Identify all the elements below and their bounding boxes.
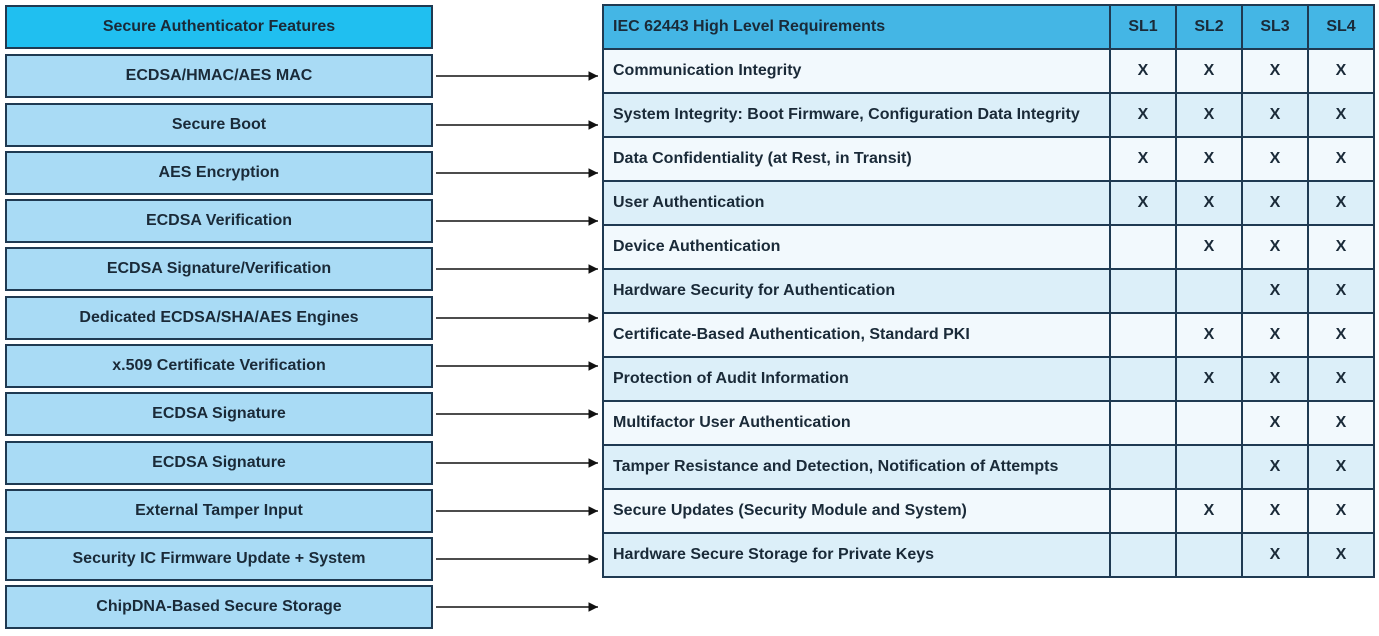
sl-mark: X — [1308, 313, 1374, 357]
requirements-table — [602, 4, 1375, 578]
sl2-header: SL2 — [1176, 5, 1242, 49]
requirement-label: Certificate-Based Authentication, Standard PKI — [603, 313, 1110, 357]
features-header: Secure Authenticator Features — [5, 5, 433, 49]
feature-box: ECDSA Signature — [5, 441, 433, 485]
sl-mark: X — [1176, 357, 1242, 401]
sl-mark: X — [1110, 181, 1176, 225]
sl-mark: X — [1242, 445, 1308, 489]
requirement-label: Data Confidentiality (at Rest, in Transit) — [603, 137, 1110, 181]
sl-mark: X — [1308, 445, 1374, 489]
sl-mark: X — [1308, 93, 1374, 137]
sl-mark: X — [1176, 137, 1242, 181]
feature-box: ECDSA Signature/Verification — [5, 247, 433, 291]
table-row — [603, 313, 1374, 357]
requirement-label: User Authentication — [603, 181, 1110, 225]
sl-mark: X — [1176, 489, 1242, 533]
sl-mark — [1176, 533, 1242, 577]
sl-mark: X — [1308, 225, 1374, 269]
sl-mark: X — [1308, 181, 1374, 225]
sl-mark: X — [1242, 225, 1308, 269]
requirement-label: Hardware Secure Storage for Private Keys — [603, 533, 1110, 577]
sl-mark: X — [1110, 137, 1176, 181]
table-row — [603, 489, 1374, 533]
sl-mark — [1110, 401, 1176, 445]
sl-mark: X — [1242, 401, 1308, 445]
sl-mark: X — [1110, 49, 1176, 93]
feature-box: External Tamper Input — [5, 489, 433, 533]
sl-mark: X — [1242, 357, 1308, 401]
requirement-label: Multifactor User Authentication — [603, 401, 1110, 445]
table-header-row — [603, 5, 1374, 49]
table-row — [603, 49, 1374, 93]
sl-mark: X — [1308, 357, 1374, 401]
sl-mark — [1110, 269, 1176, 313]
feature-box: x.509 Certificate Verification — [5, 344, 433, 388]
sl-mark: X — [1242, 93, 1308, 137]
sl-mark — [1110, 357, 1176, 401]
sl-mark: X — [1242, 313, 1308, 357]
sl-mark: X — [1176, 49, 1242, 93]
table-row — [603, 269, 1374, 313]
sl-mark — [1176, 269, 1242, 313]
sl-mark: X — [1110, 93, 1176, 137]
table-row — [603, 445, 1374, 489]
requirement-label: Hardware Security for Authentication — [603, 269, 1110, 313]
feature-box: ECDSA/HMAC/AES MAC — [5, 54, 433, 98]
sl-mark — [1110, 489, 1176, 533]
sl-mark: X — [1176, 181, 1242, 225]
sl-mark: X — [1176, 225, 1242, 269]
requirement-label: Communication Integrity — [603, 49, 1110, 93]
table-row — [603, 225, 1374, 269]
sl4-header: SL4 — [1308, 5, 1374, 49]
feature-box: ECDSA Signature — [5, 392, 433, 436]
feature-box: Security IC Firmware Update + System — [5, 537, 433, 581]
sl-mark: X — [1308, 533, 1374, 577]
sl-mark — [1110, 225, 1176, 269]
sl-mark: X — [1242, 269, 1308, 313]
sl-mark — [1176, 445, 1242, 489]
sl-mark: X — [1308, 137, 1374, 181]
requirements-header: IEC 62443 High Level Requirements — [603, 5, 1110, 49]
feature-box: AES Encryption — [5, 151, 433, 195]
table-row — [603, 401, 1374, 445]
requirement-label: Protection of Audit Information — [603, 357, 1110, 401]
feature-box: ChipDNA-Based Secure Storage — [5, 585, 433, 629]
sl-mark — [1110, 313, 1176, 357]
sl-mark: X — [1176, 93, 1242, 137]
sl-mark: X — [1242, 181, 1308, 225]
feature-box: Dedicated ECDSA/SHA/AES Engines — [5, 296, 433, 340]
table-row — [603, 533, 1374, 577]
sl1-header: SL1 — [1110, 5, 1176, 49]
feature-box: ECDSA Verification — [5, 199, 433, 243]
sl-mark: X — [1242, 49, 1308, 93]
table-row — [603, 93, 1374, 137]
sl-mark: X — [1242, 137, 1308, 181]
table-row — [603, 181, 1374, 225]
sl-mark: X — [1176, 313, 1242, 357]
sl-mark: X — [1308, 49, 1374, 93]
sl-mark: X — [1308, 269, 1374, 313]
sl-mark: X — [1308, 489, 1374, 533]
sl-mark — [1176, 401, 1242, 445]
sl-mark: X — [1308, 401, 1374, 445]
requirement-label: Device Authentication — [603, 225, 1110, 269]
requirement-label: Secure Updates (Security Module and System) — [603, 489, 1110, 533]
feature-box: Secure Boot — [5, 103, 433, 147]
sl-mark: X — [1242, 533, 1308, 577]
sl-mark: X — [1242, 489, 1308, 533]
table-row — [603, 137, 1374, 181]
requirement-label: System Integrity: Boot Firmware, Configuration Data Integrity — [603, 93, 1110, 137]
sl3-header: SL3 — [1242, 5, 1308, 49]
table-row — [603, 357, 1374, 401]
requirement-label: Tamper Resistance and Detection, Notification of Attempts — [603, 445, 1110, 489]
sl-mark — [1110, 533, 1176, 577]
sl-mark — [1110, 445, 1176, 489]
